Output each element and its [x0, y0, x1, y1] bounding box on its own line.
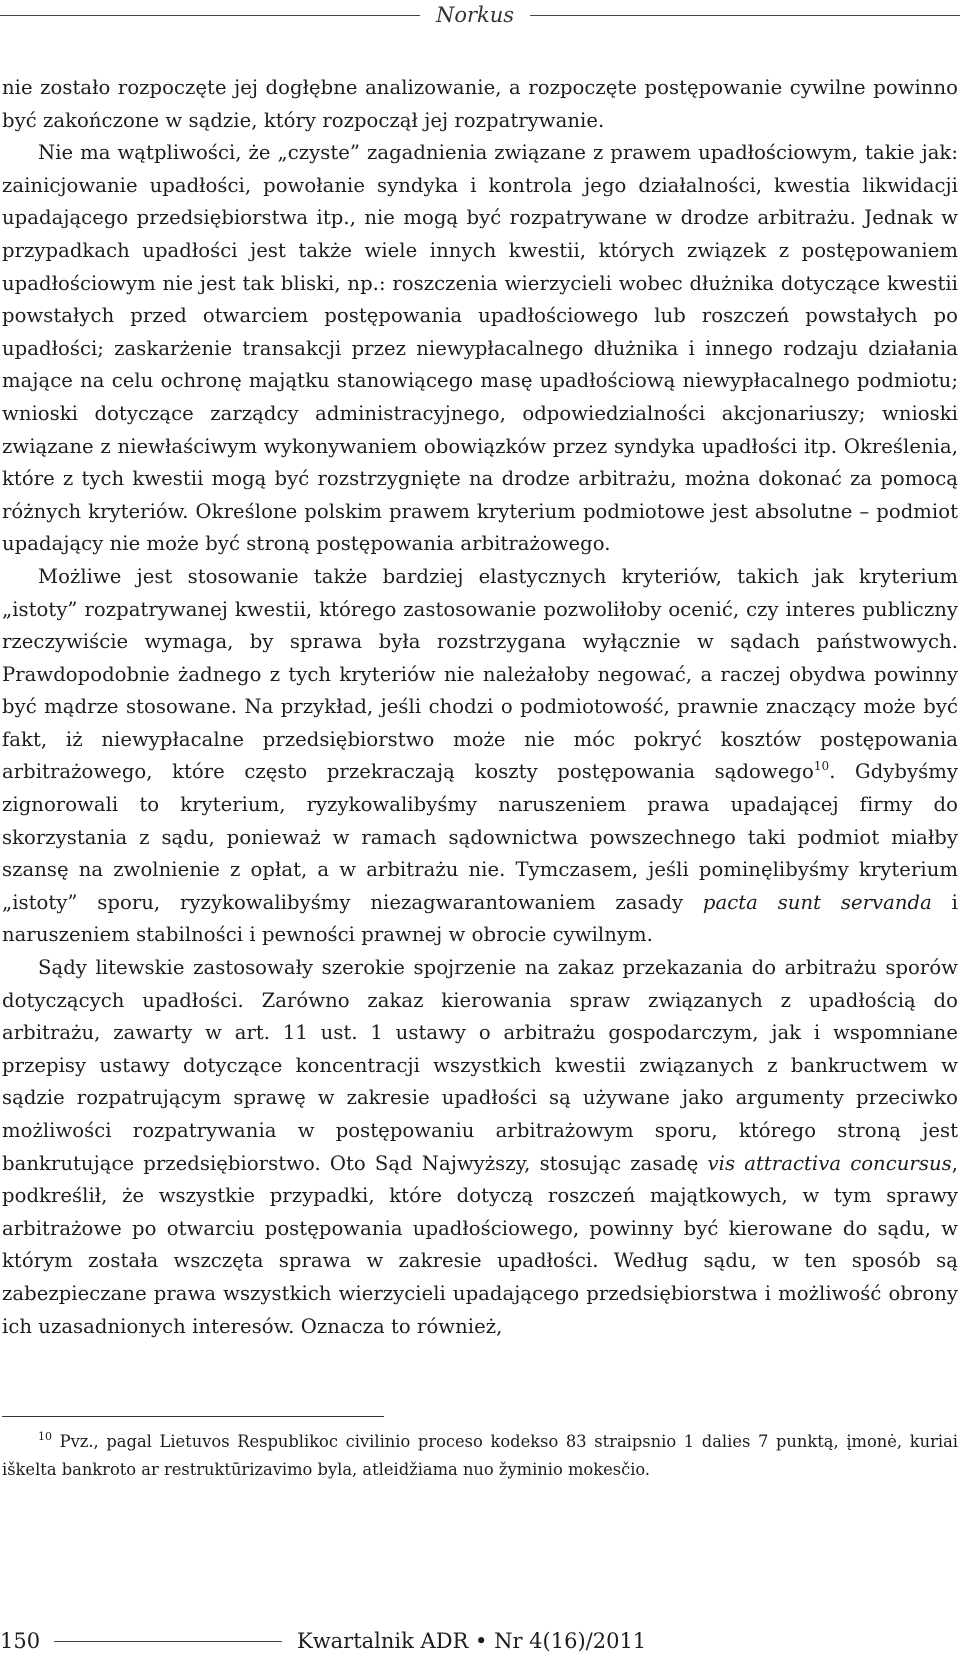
paragraph-3-text-b: . Gdybyśmy zignorowali to kryterium, ryzykowalibyśmy naruszeniem prawa upadającej firmy do skorzystania z sądu, ponieważ w ramach sądownictwa powszechnego taki podmiot miałby szansę na zwolnienie z opłat, a w arbitrażu nie. Tymczasem, jeśli pominęlibyśmy kryterium „istoty” sporu, ryzykowalibyśmy niezagwarantowaniem zasady [2, 760, 958, 914]
paragraph-4-text-a: Sądy litewskie zastosowały szerokie spojrzenie na zakaz przekazania do arbitrażu sporów dotyczących upadłości. Zarówno zakaz kierowania spraw związanych z upadłością do arbitrażu, zawarty w art. 11 ust. 1 ustawy o arbitrażu gospodarczym, jak i wspomniane przepisy ustawy dotyczące koncentracji wszystkich kwestii związanych z bankructwem w sądzie rozpatrującym sprawę w zakresie upadłości są używane jako argumenty przeciwko możliwości rozpatrywania w postępowaniu arbitrażowym sporu, którego stroną jest bankrutujące przedsiębiorstwo. Oto Sąd Najwyższy, stosując zasadę [2, 956, 958, 1175]
footer-rule [54, 1641, 282, 1642]
paragraph-2: Nie ma wątpliwości, że „czyste” zagadnienia związane z prawem upadłościowym, takie jak: zainicjowanie upadłości, powołanie syndyka i kontrola jego działalności, kwestia likwidacji upadającego przedsiębiorstwa itp., nie mogą być rozpatrywane w drodze arbitrażu. Jednak w przypadkach upadłości jest także wiele innych kwestii, których związek z postępowaniem upadłościowym nie jest tak bliski, np.: roszczenia wierzycieli wobec dłużnika dotyczące kwestii powstałych przed otwarciem postępowania upadłościowego lub roszczeń powstałych po upadłości; zaskarżenie transakcji przez niewypłacalnego dłużnika i innego rodzaju działania mające na celu ochronę majątku stanowiącego masę upadłościową niewypłacalnego podmiotu; wnioski dotyczące zarządcy administracyjnego, odpowiedzialności akcjonariuszy; wnioski związane z niewłaściwym wykonywaniem obowiązków przez syndyka upadłości itp. Określenia, które z tych kwestii mogą być rozstrzygnięte na drodze arbitrażu, można dokonać za pomocą różnych kryteriów. Określone polskim prawem kryterium podmiotowe jest absolutne – podmiot upadający nie może być stroną postępowania arbitrażowego. [2, 141, 958, 556]
footnote-separator [2, 1416, 384, 1417]
paragraph-4-text-b: , podkreślił, że wszystkie przypadki, które dotyczą roszczeń majątkowych, w tym sprawy arbitrażowe po otwarciu postępowania upadłościowego, powinny być kierowane do sądu, w którym została wszczęta sprawa w zakresie upadłości. Według sądu, w ten sposób są zabezpieczane prawa wszystkich wierzycieli upadającego przedsiębiorstwa i możliwość obrony ich uzasadnionych interesów. Oznacza to również, [2, 1151, 958, 1338]
latin-phrase-vis-attractiva: vis attractiva concursus [707, 1151, 952, 1175]
running-footer [0, 1628, 960, 1654]
running-header-author: Norkus [435, 3, 515, 27]
paragraph-3-text-c: i naruszeniem stabilności i pewności prawnej w obrocie cywilnym. [2, 890, 958, 947]
paragraph-4 [2, 952, 958, 1343]
journal-title: Kwartalnik ADR • Nr 4(16)/2011 [297, 1629, 647, 1653]
footnote-reference[interactable]: 10 [813, 759, 830, 774]
footnote [2, 1428, 958, 1484]
footnote-text: Pvz., pagal Lietuvos Respublikoc civilinio proceso kodekso 83 straipsnio 1 dalies 7 punktą, įmonė, kuriai iškelta bankroto ar restruktūrizavimo byla, atleidžiama nuo žyminio mokesčio. [2, 1432, 958, 1479]
page-number: 150 [0, 1629, 41, 1653]
footnote-paragraph [2, 1428, 958, 1484]
paragraph-3-text-a: Możliwe jest stosowanie także bardziej elastycznych kryteriów, takich jak kryterium „istoty” rozpatrywanej kwestii, którego zastosowanie pozwoliłoby ocenić, czy interes publiczny rzeczywiście wymaga, by sprawa była rozstrzygana wyłącznie w sądach państwowych. Prawdopodobnie żadnego z tych kryteriów nie należałoby negować, a raczej obydwa powinny być mądrze stosowane. Na przykład, jeśli chodzi o podmiotowość, prawnie znaczący może być fakt, iż niewypłacalne przedsiębiorstwo może nie móc pokryć kosztów postępowania arbitrażowego, które często przekraczają koszty postępowania sądowego [2, 564, 958, 784]
paragraph-1: nie zostało rozpoczęte jej dogłębne analizowanie, a rozpoczęte postępowanie cywilne powinno być zakończone w sądzie, który rozpoczął jej rozpatrywanie. [2, 76, 958, 132]
paragraph-3 [2, 561, 958, 952]
body-text [2, 72, 958, 1343]
footnote-number: 10 [38, 1430, 52, 1443]
header-rule-left [0, 15, 420, 16]
latin-phrase-pacta: pacta sunt servanda [702, 890, 932, 914]
running-header [0, 2, 960, 28]
header-rule-right [530, 15, 960, 16]
